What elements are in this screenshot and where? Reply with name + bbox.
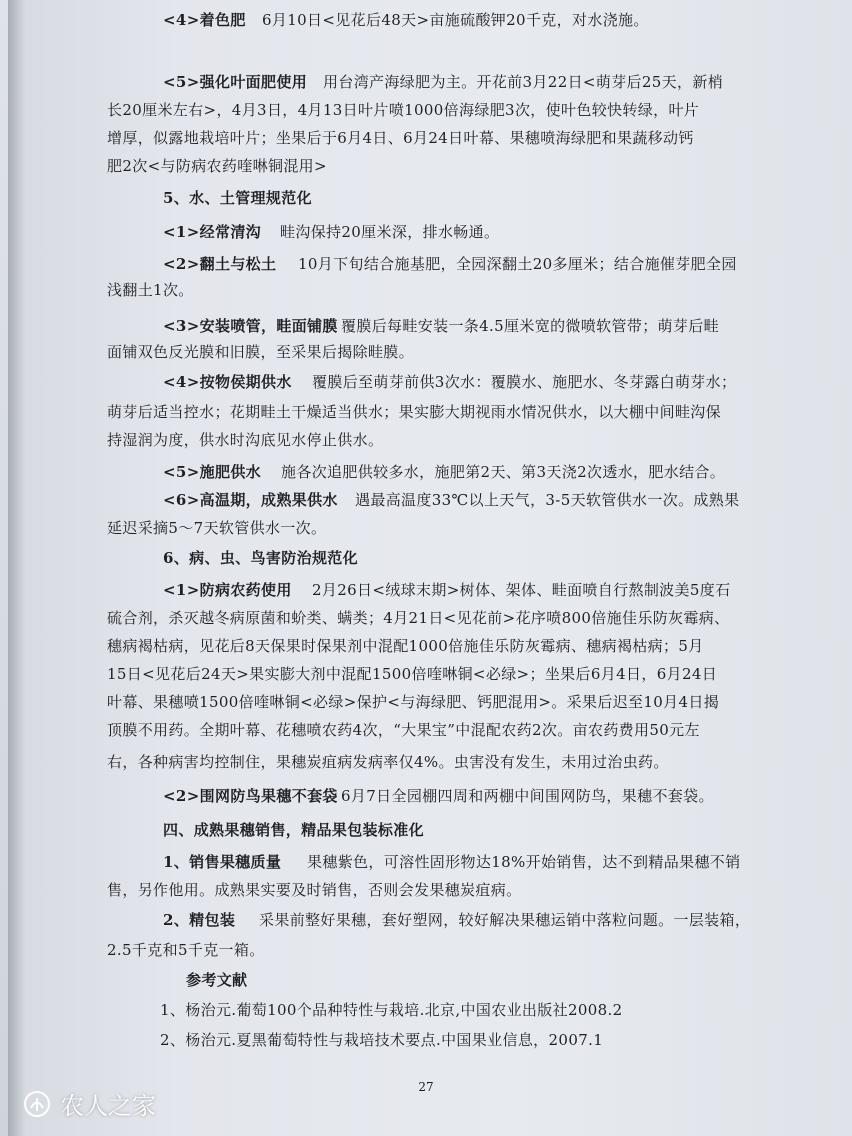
section-heading: <5>施肥供水: [163, 463, 262, 481]
body-text-line: 萌芽后适当控水；花期畦土干燥适当供水；果实膨大期视雨水情况供水，以大棚中间畦沟保: [107, 403, 722, 421]
section-heading: <3>安装喷管，畦面铺膜: [163, 317, 338, 335]
watermark-text: 农人之家: [60, 1092, 156, 1120]
section-heading: <4>着色肥: [163, 11, 246, 29]
body-text-line: 右，各种病害均控制住，果穗炭疽病发病率仅4%。虫害没有发生，未用过治虫药。: [107, 753, 669, 771]
body-text-line: 覆膜后每畦安装一条4.5厘米宽的微喷软管带；萌芽后畦: [341, 317, 719, 335]
section-heading: 四、成熟果穗销售，精品果包装标准化: [163, 821, 424, 839]
body-text-line: 肥2次<与防病农药喹啉铜混用>: [107, 157, 327, 175]
body-text-line: 叶幕、果穗喷1500倍喹啉铜<必绿>保护<与海绿肥、钙肥混用>。采果后迟至10月4日揭: [107, 693, 720, 711]
body-text-line: 2月26日<绒球末期>树体、架体、畦面喷自行熬制波美5度石: [312, 581, 731, 599]
page-fold-shadow: [8, 0, 26, 1136]
body-text-line: 面铺双色反光膜和旧膜，至采果后揭除畦膜。: [107, 343, 415, 361]
body-text-line: 延迟采摘5～7天软管供水一次。: [107, 519, 327, 537]
body-text-line: 硫合剂，杀灭越冬病原菌和蚧类、螨类；4月21日<见花前>花序喷800倍施佳乐防灰霉病、: [107, 609, 730, 627]
body-text-line: 2、杨治元.夏黑葡萄特性与栽培技术要点.中国果业信息，2007.1: [160, 1031, 604, 1049]
body-text-line: 覆膜后至萌芽前供3次水：覆膜水、施肥水、冬芽露白萌芽水；: [312, 373, 737, 391]
section-heading: 2、精包装: [163, 911, 236, 929]
body-text-line: 浅翻土1次。: [107, 281, 194, 299]
section-heading: 5、水、土管理规范化: [163, 189, 312, 207]
body-text-line: 顶膜不用药。全期叶幕、花穗喷农药4次，“大果宝”中混配农药2次。亩农药费用50元左: [107, 721, 700, 739]
body-text-line: 15日<见花后24天>果实膨大剂中混配1500倍喹啉铜<必绿>；坐果后6月4日，6月24日: [107, 665, 718, 683]
section-heading: <6>高温期，成熟果供水: [163, 491, 338, 509]
body-text-line: 1、杨治元.葡萄100个品种特性与栽培.北京,中国农业出版社2008.2: [160, 1001, 623, 1019]
farmer-logo-icon: [22, 1089, 52, 1119]
body-text-line: 6月7日全园棚四周和两棚中间围网防鸟，果穗不套袋。: [341, 787, 714, 805]
body-text-line: 长20厘米左右>，4月3日，4月13日叶片喷1000倍海绿肥3次，使叶色较快转绿，叶片: [107, 101, 700, 119]
body-text-line: 遇最高温度33℃以上天气，3-5天软管供水一次。成熟果: [355, 491, 740, 509]
section-heading: 1、销售果穗质量: [163, 853, 282, 871]
body-text-line: 2.5千克和5千克一箱。: [107, 941, 265, 959]
section-heading: 6、病、虫、鸟害防治规范化: [163, 549, 358, 567]
section-heading: <4>按物侯期供水: [163, 373, 292, 391]
body-text-line: 6月10日<见花后48天>亩施硫酸钾20千克，对水浇施。: [262, 11, 649, 29]
section-heading: <5>强化叶面肥使用: [163, 73, 308, 91]
watermark: [22, 1086, 156, 1121]
body-text-line: 持湿润为度，供水时沟底见水停止供水。: [107, 431, 384, 449]
body-text-line: 用台湾产海绿肥为主。开花前3月22日<萌芽后25天，新梢: [323, 73, 724, 91]
section-heading: <2>围网防鸟果穗不套袋: [163, 787, 338, 805]
body-text-line: 10月下旬结合施基肥，全园深翻土20多厘米；结合施催芽肥全园: [298, 255, 737, 273]
body-text-line: 穗病褐枯病，见花后8天保果时保果剂中混配1000倍施佳乐防灰霉病、穗病褐枯病；5月: [107, 637, 704, 655]
body-text-line: 采果前整好果穗，套好塑网，较好解决果穗运销中落粒问题。一层装箱，: [259, 911, 751, 929]
page-number: 27: [418, 1080, 434, 1094]
body-text-line: 售，另作他用。成熟果实要及时销售，否则会发果穗炭疽病。: [107, 881, 522, 899]
body-text-line: 果穗紫色，可溶性固形物达18%开始销售，达不到精品果穗不销: [307, 853, 741, 871]
body-text-line: 施各次追肥供较多水，施肥第2天、第3天浇2次透水，肥水结合。: [281, 463, 726, 481]
body-text-line: 畦沟保持20厘米深，排水畅通。: [280, 223, 500, 241]
section-heading: <1>经常清沟: [163, 223, 262, 241]
body-text-line: 增厚，似露地栽培叶片；坐果后于6月4日、6月24日叶幕、果穗喷海绿肥和果蔬移动钙: [107, 129, 694, 147]
section-heading: 参考文献: [186, 971, 248, 989]
section-heading: <2>翻土与松土: [163, 255, 277, 273]
section-heading: <1>防病农药使用: [163, 581, 292, 599]
